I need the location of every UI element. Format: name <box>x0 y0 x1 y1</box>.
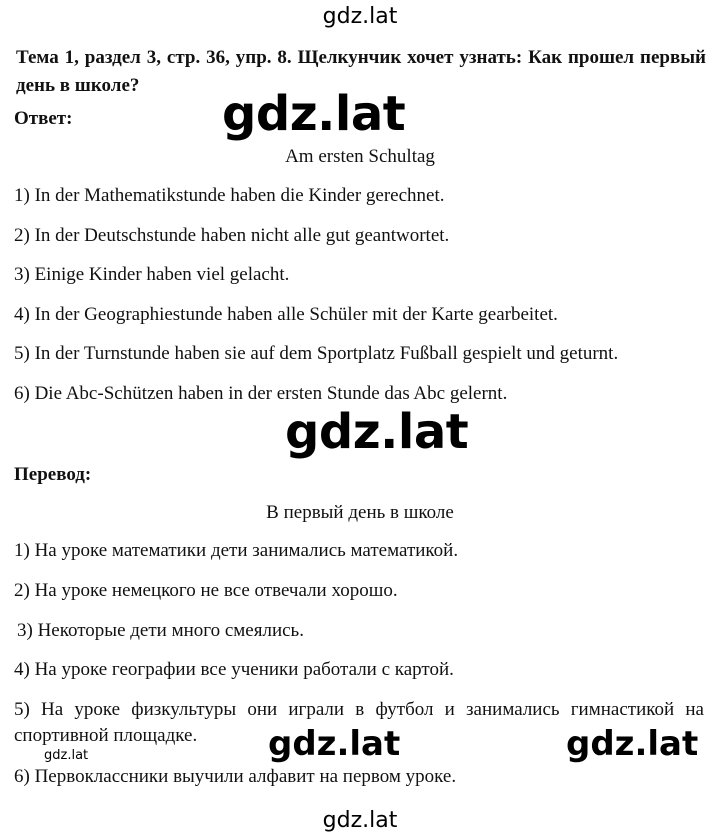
watermark-small: gdz.lat <box>44 748 89 763</box>
translation-item-3: 3) Некоторые дети много смеялись. <box>17 620 304 641</box>
translation-item-1: 1) На уроке математики дети занимались математикой. <box>14 540 459 561</box>
task-title: Тема 1, раздел 3, стр. 36, упр. 8. Щелкунчик хочет узнать: Как прошел первый день в школе? <box>16 47 706 96</box>
watermark-large-2: gdz.lat <box>285 404 469 460</box>
answer-item-5: 5) In der Turnstunde haben sie auf dem Sportplatz Fußball gespielt und geturnt. <box>14 343 619 364</box>
watermark-large-1: gdz.lat <box>222 86 406 142</box>
watermark-medium-2: gdz.lat <box>566 724 699 764</box>
answer-item-4: 4) In der Geographiestunde haben alle Schüler mit der Karte gearbeitet. <box>14 304 558 325</box>
answer-item-2: 2) In der Deutschstunde haben nicht alle gut geantwortet. <box>14 225 450 246</box>
answer-heading: Am ersten Schultag <box>285 146 435 167</box>
answer-item-1: 1) In der Mathematikstunde haben die Kinder gerechnet. <box>14 185 445 206</box>
translation-item-6: 6) Первоклассники выучили алфавит на первом уроке. <box>14 766 457 787</box>
watermark-top: gdz.lat <box>322 4 398 29</box>
translation-item-2: 2) На уроке немецкого не все отвечали хорошо. <box>14 580 398 601</box>
translation-item-5: 5) На уроке физкультуры они играли в футбол и занимались гимнастикой на спортивной площадке. <box>14 699 704 746</box>
answer-label: Ответ: <box>14 108 73 129</box>
answer-item-3: 3) Einige Kinder haben viel gelacht. <box>14 264 290 285</box>
translation-heading: В первый день в школе <box>266 502 454 523</box>
translation-label: Перевод: <box>14 464 92 485</box>
answer-item-6: 6) Die Abc-Schützen haben in der ersten Stunde das Abc gelernt. <box>14 383 508 404</box>
translation-item-4: 4) На уроке географии все ученики работали с картой. <box>14 659 454 680</box>
watermark-bottom: gdz.lat <box>322 808 398 833</box>
watermark-medium-1: gdz.lat <box>268 724 401 764</box>
